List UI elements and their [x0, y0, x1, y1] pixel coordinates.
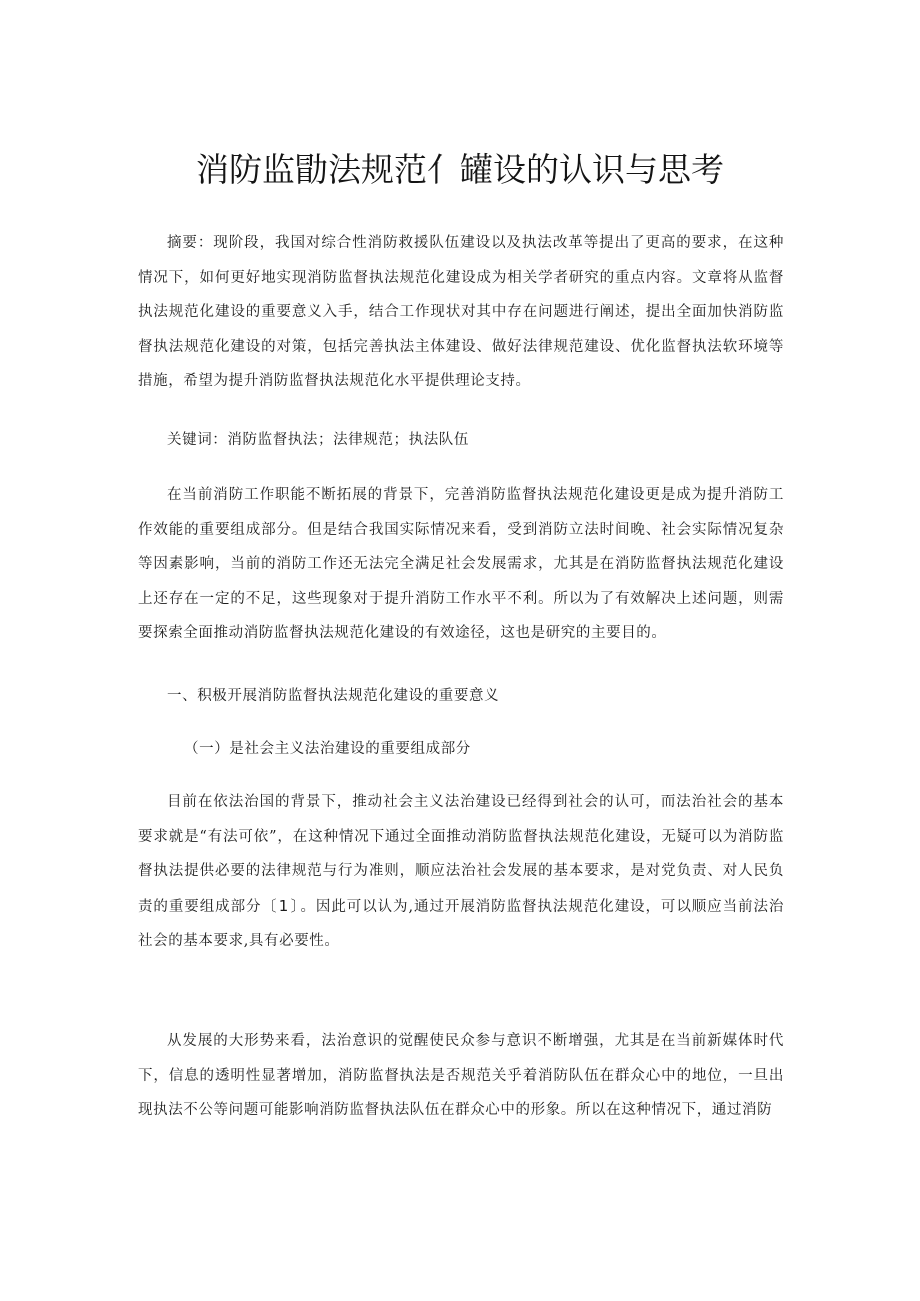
- citation-reference: 〔1〕: [261, 896, 301, 915]
- body-paragraph-1: [138, 785, 784, 959]
- section-heading-1: 一、积极开展消防监督执法规范化建设的重要意义: [167, 688, 500, 704]
- intro-paragraph: 在当前消防工作职能不断拓展的背景下，完善消防监督执法规范化建设更是成为提升消防工作效能的重要组成部分。但是结合我国实际情况来看，受到消防立法时间晚、社会实际情况复杂等因素影响，当前的消防工作还无法完全满足社会发展需求，尤其是在消防监督执法规范化建设上还存在一定的不足，这些现象对于提升消防工作水平不利。所以为了有效解决上述问题，则需要探索全面推动消防监督执法规范化建设的有效途径，这也是研究的主要目的。: [138, 487, 784, 642]
- subsection-heading-1: （一）是社会主义法治建设的重要组成部分: [184, 741, 471, 757]
- document-title: 消防监勖法规范亻罐设的认识与思考: [196, 150, 724, 189]
- keywords-line: 关键词：消防监督执法；法律规范；执法队伍: [167, 432, 469, 448]
- body-paragraph-1-text-end: 。因此可以认为,通过开展消防监督执法规范化建设，可以顺应当前法治社会的基本要求,具有必要性。: [138, 898, 784, 950]
- body-paragraph-2: 从发展的大形势来看，法治意识的觉醒使民众参与意识不断增强，尤其是在当前新媒体时代下，信息的透明性显著增加，消防监督执法是否规范关乎着消防队伍在群众心中的地位，一旦出现执法不公等问题可能影响消防监督执法队伍在群众心中的形象。所以在这种情况下，通过消防: [138, 1033, 784, 1119]
- abstract-paragraph: 摘要：现阶段，我国对综合性消防救援队伍建设以及执法改革等提出了更高的要求，在这种情况下，如何更好地实现消防监督执法规范化建设成为相关学者研究的重点内容。文章将从监督执法规范化建设的重要意义入手，结合工作现状对其中存在问题进行阐述，提出全面加快消防监督执法规范化建设的对策，包括完善执法主体建设、做好法律规范建设、优化监督执法软环境等措施，希望为提升消防监督执法规范化水平提供理论支持。: [138, 235, 784, 390]
- body-paragraph-1-text: 目前在依法治国的背景下，推动社会主义法治建设已经得到社会的认可，而法治社会的基本要求就是“有法可依”，在这种情况下通过全面推动消防监督执法规范化建设，无疑可以为消防监督执法提供必要的法律规范与行为准则，顺应法治社会发展的基本要求，是对党负责、对人民负责的重要组成部分: [138, 794, 784, 915]
